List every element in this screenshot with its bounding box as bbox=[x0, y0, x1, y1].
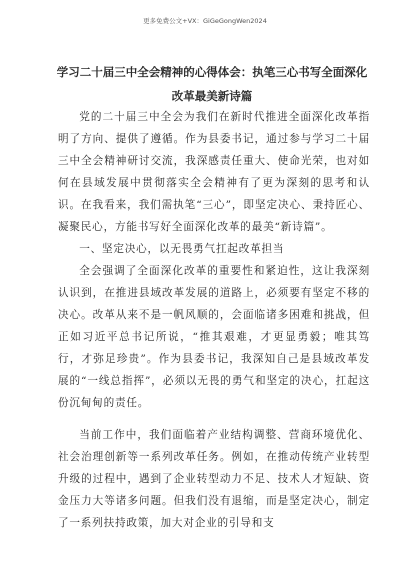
section-heading-1: 一、坚定决心，以无畏勇气扛起改革担当 bbox=[79, 243, 285, 255]
paragraph-section-1: 全会强调了全面深化改革的重要性和紧迫性，这让我深刻认识到，在推进县域改革发展的道路上，必须要有坚定不移的决心。改革从来不是一帆风顺的，会面临诸多困难和挑战，但正如习近平总书记所说，“推其艰难，才更显勇毅；唯其笃行，才弥足珍贵”。作为县委书记，我深知自己是县域改革发展的“一线总指挥”，必须以无畏的勇气和坚定的决心，扛起这份沉甸甸的责任。 bbox=[58, 265, 370, 409]
paragraph-intro: 党的二十届三中全会为我们在新时代推进全面深化改革指明了方向、提供了遵循。作为县委书记，通过参与学习二十届三中全会精神研讨交流，我深感责任重大、使命光荣，也对如何在县域发展中贯彻落实全会精神有了更为深刻的思考和认识。在我看来，我们需执笔“三心”，即坚定决心、秉持匠心、凝聚民心，方能书写好全面深化改革的最美“新诗篇”。 bbox=[58, 111, 370, 233]
header-watermark: 更多免费公文+VX：GiGeGongWen2024 bbox=[143, 17, 267, 25]
document-body bbox=[58, 106, 370, 534]
document-title: 学习二十届三中全会精神的心得体会：执笔三心书写全面深化改革最美新诗篇 bbox=[56, 65, 368, 103]
paragraph-current-work: 当前工作中，我们面临着产业结构调整、营商环境优化、社会治理创新等一系列改革任务。例如，在推动传统产业转型升级的过程中，遇到了企业转型动力不足、技术人才短缺、资金压力大等诸多问题。但我们没有退缩，而是坚定决心，制定了一系列扶持政策，加大对企业的引导和支 bbox=[58, 429, 370, 529]
